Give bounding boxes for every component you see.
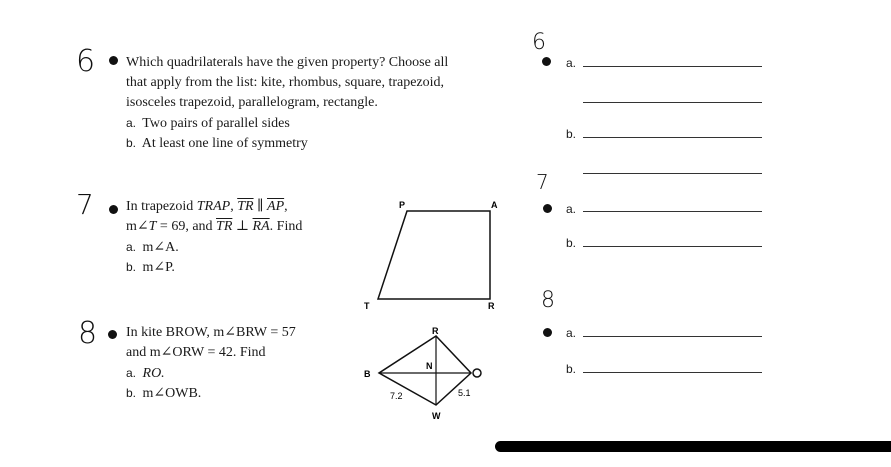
answer-6a-label: a.	[566, 56, 577, 70]
part-a-label: a.	[126, 240, 137, 254]
vertex-p: P	[399, 200, 406, 210]
vertex-o-marker	[473, 369, 481, 377]
answer-8b-line[interactable]	[583, 372, 762, 373]
part-a-label: a.	[126, 366, 137, 380]
kite-diagram	[360, 322, 500, 426]
handwritten-number-7: 7	[76, 188, 94, 221]
parallel-symbol: ∥	[253, 199, 268, 214]
trapezoid-diagram	[360, 196, 510, 314]
q7-part-a	[126, 237, 179, 258]
answer-7a-label: a.	[566, 202, 577, 216]
length-label-7-2: 7.2	[390, 391, 403, 401]
answer-7b-label: b.	[566, 236, 577, 250]
bullet-icon	[543, 328, 552, 337]
part-a-text: RO.	[142, 366, 165, 381]
answer-8a-label: a.	[566, 326, 577, 340]
length-label-5-1: 5.1	[458, 388, 471, 398]
vertex-r: R	[488, 301, 495, 311]
q8-part-a	[126, 363, 165, 384]
perp-symbol: ⊥	[232, 219, 253, 234]
segment-tr: $\overline{TR}$	[237, 199, 254, 214]
q8-line-2: and m∠ORW = 42. Find	[126, 345, 266, 360]
part-a-label: a.	[126, 116, 137, 130]
answer-6b-line-2[interactable]	[583, 173, 762, 174]
answer-7a-line[interactable]	[583, 211, 762, 212]
q7-line-2	[126, 217, 302, 237]
answer-6b-line[interactable]	[583, 137, 762, 138]
text: ,	[284, 199, 288, 214]
q7-part-b	[126, 257, 175, 278]
answer-8b-label: b.	[566, 362, 577, 376]
part-a-text: m∠A.	[142, 240, 179, 255]
answer-6a-line[interactable]	[583, 66, 762, 67]
handwritten-answer-6: 6	[532, 30, 546, 55]
handwritten-answer-8: 8	[541, 288, 555, 313]
answer-7b-line[interactable]	[583, 246, 762, 247]
handwritten-number-6: 6	[76, 44, 96, 79]
q6-part-a	[126, 113, 290, 134]
part-b-text: At least one line of symmetry	[141, 136, 308, 151]
vertex-w: W	[432, 411, 441, 421]
answer-8a-line[interactable]	[583, 336, 762, 337]
vertex-r: R	[432, 326, 439, 336]
part-a-text: Two pairs of parallel sides	[142, 116, 290, 131]
q6-part-b	[126, 133, 308, 154]
answer-6a-line-2[interactable]	[583, 102, 762, 103]
text: In trapezoid	[126, 199, 197, 214]
angle-t: T	[148, 219, 157, 234]
q8-line-1: In kite BROW, m∠BRW = 57	[126, 325, 296, 340]
q8-part-b	[126, 383, 201, 404]
segment-ra: $\overline{RA}$	[252, 219, 270, 234]
segment-tr: $\overline{TR}$	[216, 219, 233, 234]
part-b-label: b.	[126, 136, 137, 150]
part-b-label: b.	[126, 386, 137, 400]
q7-line-1	[126, 197, 288, 217]
text: m∠	[126, 219, 149, 234]
part-b-text: m∠P.	[142, 260, 175, 275]
vertex-n: N	[426, 361, 433, 371]
bullet-icon	[108, 330, 117, 339]
q6-line-3: isosceles trapezoid, parallelogram, rectangle.	[126, 95, 378, 110]
text: ,	[230, 199, 238, 214]
q6-line-1: Which quadrilaterals have the given property? Choose all	[126, 55, 449, 70]
q6-line-2: that apply from the list: kite, rhombus, square, trapezoid,	[126, 75, 445, 90]
text: . Find	[269, 219, 303, 234]
handwritten-number-8: 8	[78, 316, 98, 351]
handwritten-answer-7: 7	[536, 170, 549, 194]
part-b-label: b.	[126, 260, 137, 274]
segment-ap: $\overline{AP}$	[267, 199, 285, 214]
vertex-b: B	[364, 369, 371, 379]
answer-6b-label: b.	[566, 127, 577, 141]
text: = 69, and	[156, 219, 217, 234]
bullet-icon	[109, 56, 118, 65]
vertex-t: T	[364, 301, 370, 311]
bullet-icon	[543, 204, 552, 213]
vertex-a: A	[491, 200, 498, 210]
trapezoid-shape	[378, 211, 490, 299]
bullet-icon	[542, 57, 551, 66]
trap-name: TRAP	[196, 199, 231, 214]
bullet-icon	[109, 205, 118, 214]
part-b-text: m∠OWB.	[142, 386, 202, 401]
home-indicator-bar[interactable]	[495, 441, 891, 452]
